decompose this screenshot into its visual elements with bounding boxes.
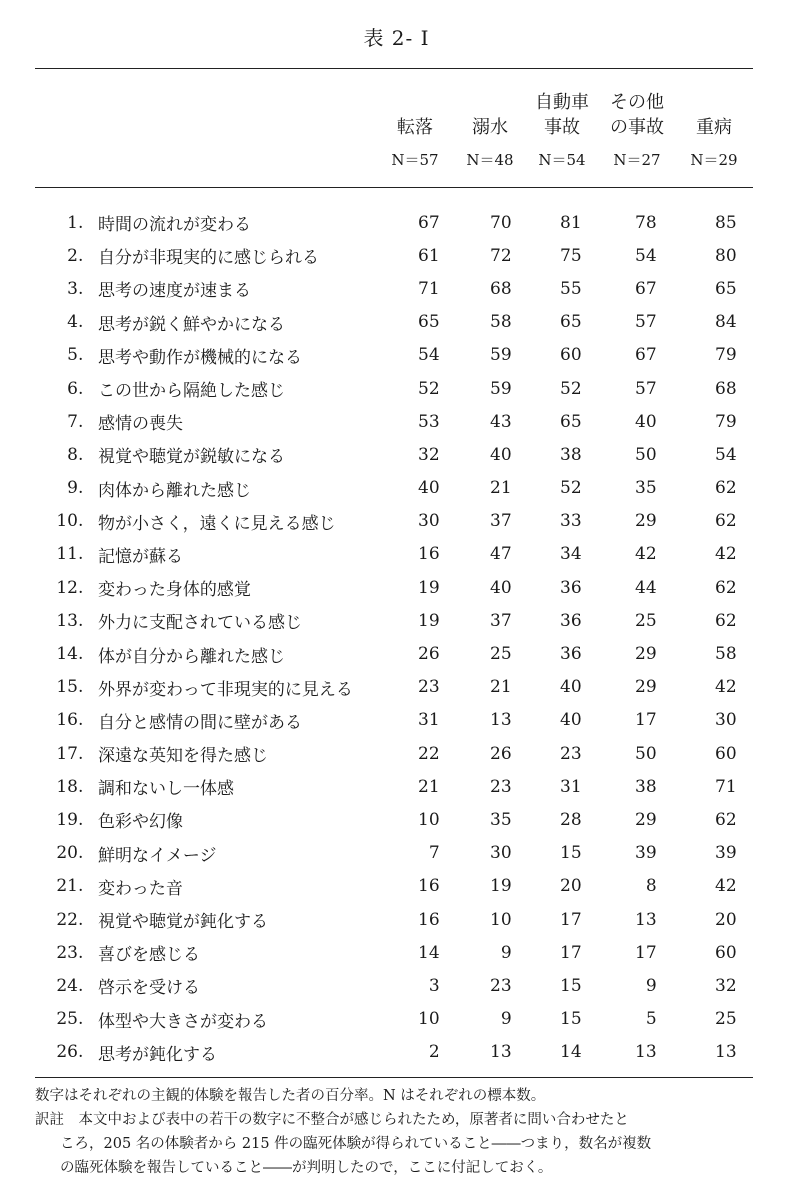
row-number-dot: . [78,312,84,333]
row-item-label: この世から隔絶した感じ [98,381,285,402]
row-value: 16 [418,909,440,930]
note-explanation: 数字はそれぞれの主観的体験を報告した者の百分率。N はそれぞれの標本数。 [35,1088,546,1104]
row-value: 23 [490,975,512,996]
column-sample-size: N＝29 [690,151,738,169]
table-row [48,405,737,438]
row-number-dot: . [78,345,84,366]
row-value: 85 [715,212,737,233]
row-value: 17 [560,909,582,930]
row-value: 54 [715,444,737,465]
row-value: 13 [635,1042,657,1063]
table-row [48,472,737,505]
row-value: 84 [715,312,737,333]
row-value: 19 [418,610,440,631]
row-value: 42 [715,876,737,897]
row-number: 8 [67,444,78,465]
row-value: 21 [490,478,512,499]
row-value: 40 [560,710,582,731]
table-row [48,837,737,870]
column-sample-size: N＝57 [391,151,439,169]
row-value: 57 [635,378,657,399]
row-item-label: 物が小さく，遠くに見える感じ [98,513,336,534]
row-number: 18 [56,776,78,797]
row-value: 80 [715,245,737,266]
row-value: 8 [645,876,657,897]
row-value: 30 [715,710,737,731]
notes [35,1084,755,1180]
row-value: 16 [418,876,440,897]
row-value: 72 [490,245,512,266]
row-item-label: 鮮明なイメージ [98,845,217,866]
row-value: 23 [560,743,582,764]
row-value: 71 [715,776,737,797]
row-value: 78 [635,212,657,233]
table-title: 表 2- I [363,26,430,50]
row-number: 15 [56,677,78,698]
row-number-dot: . [78,644,84,665]
row-value: 40 [418,478,440,499]
table-row [48,671,737,704]
table-row [48,571,737,604]
row-item-label: 視覚や聴覚が鈍化する [98,912,268,933]
row-item-label: 外界が変わって非現実的に見える [98,679,353,700]
row-number: 4 [67,312,78,333]
row-value: 23 [490,776,512,797]
row-value: 36 [560,610,582,631]
row-item-label: 啓示を受ける [98,978,200,999]
row-value: 52 [560,378,582,399]
row-value: 60 [715,743,737,764]
row-value: 43 [490,411,512,432]
translator-note-line: 訳註 本文中および表中の若干の数字に不整合が感じられたため，原著者に問い合わせたと [35,1112,629,1128]
row-value: 9 [500,942,512,963]
row-value: 62 [715,809,737,830]
row-value: 29 [635,809,657,830]
row-number: 21 [56,876,78,897]
row-value: 26 [418,644,440,665]
row-value: 62 [715,610,737,631]
row-value: 29 [635,511,657,532]
row-number-dot: . [78,876,84,897]
header-rule [35,187,753,188]
row-value: 37 [490,511,512,532]
row-number-dot: . [78,843,84,864]
table-row [48,339,737,372]
row-value: 3 [428,975,440,996]
table-row [48,538,737,571]
row-value: 21 [490,677,512,698]
row-value: 20 [715,909,737,930]
row-value: 10 [418,809,440,830]
row-number-dot: . [78,1009,84,1030]
row-value: 26 [490,743,512,764]
table-row [48,637,737,670]
row-value: 40 [635,411,657,432]
row-value: 54 [635,245,657,266]
table-row [48,704,737,737]
table-row [48,505,737,538]
row-value: 7 [428,843,440,864]
row-item-label: 喜びを感じる [98,945,200,966]
row-value: 53 [418,411,440,432]
row-item-label: 変わった音 [98,878,183,899]
row-number: 26 [56,1042,78,1063]
row-value: 9 [645,975,657,996]
row-number-dot: . [78,942,84,963]
column-label: 自動車 事故 [535,92,589,138]
row-number-dot: . [78,1042,84,1063]
row-value: 50 [635,743,657,764]
row-number-dot: . [78,478,84,499]
row-value: 31 [418,710,440,731]
row-value: 59 [490,378,512,399]
row-value: 36 [560,644,582,665]
row-value: 38 [635,776,657,797]
row-value: 13 [490,1042,512,1063]
row-value: 54 [418,345,440,366]
table-row [48,604,737,637]
row-value: 40 [560,677,582,698]
row-value: 71 [418,278,440,299]
row-value: 16 [418,544,440,565]
row-value: 17 [560,942,582,963]
row-value: 70 [490,212,512,233]
row-value: 29 [635,644,657,665]
row-number: 24 [56,975,78,996]
row-value: 22 [418,743,440,764]
row-value: 17 [635,710,657,731]
row-value: 32 [418,444,440,465]
table-row [48,306,737,339]
row-value: 23 [418,677,440,698]
row-value: 79 [715,345,737,366]
row-number: 1 [67,212,78,233]
row-number: 19 [56,809,78,830]
data-table [48,206,737,1069]
row-value: 39 [635,843,657,864]
row-value: 10 [490,909,512,930]
row-number: 5 [67,345,78,366]
row-item-label: 外力に支配されている感じ [98,613,302,634]
table-row [48,903,737,936]
row-value: 17 [635,942,657,963]
row-number-dot: . [78,743,84,764]
table-row [48,1003,737,1036]
row-value: 65 [560,411,582,432]
row-value: 60 [715,942,737,963]
row-item-label: 体型や大きさが変わる [98,1011,268,1032]
row-item-label: 調和ないし一体感 [98,779,234,800]
row-number-dot: . [78,544,84,565]
bottom-rule [35,1077,753,1078]
row-value: 65 [560,312,582,333]
row-number: 16 [56,710,78,731]
row-value: 57 [635,312,657,333]
row-number-dot: . [78,710,84,731]
table-row [48,438,737,471]
row-item-label: 思考や動作が機械的になる [98,347,302,368]
row-value: 19 [490,876,512,897]
row-value: 58 [490,312,512,333]
row-number: 6 [67,378,78,399]
row-value: 68 [490,278,512,299]
row-number: 2 [67,245,78,266]
row-item-label: 視覚や聴覚が鋭敏になる [98,447,285,468]
row-number-dot: . [78,776,84,797]
table-row [48,206,737,239]
row-value: 2 [428,1042,440,1063]
translator-note-line: の臨死体験を報告していること――が判明したので，ここに付記しておく。 [60,1160,553,1176]
column-sample-size: N＝54 [538,151,586,169]
row-number: 20 [56,843,78,864]
row-value: 62 [715,511,737,532]
row-value: 65 [418,312,440,333]
table-row [48,372,737,405]
row-value: 58 [715,644,737,665]
row-value: 13 [490,710,512,731]
table-row [48,1036,737,1069]
row-number-dot: . [78,511,84,532]
row-value: 37 [490,610,512,631]
row-value: 38 [560,444,582,465]
row-value: 29 [635,677,657,698]
row-value: 15 [560,843,582,864]
row-value: 28 [560,809,582,830]
row-value: 67 [635,345,657,366]
row-value: 5 [645,1009,657,1030]
row-value: 67 [635,278,657,299]
column-label: 重病 [696,117,732,138]
row-value: 35 [490,809,512,830]
row-value: 42 [715,544,737,565]
row-number-dot: . [78,444,84,465]
row-item-label: 体が自分から離れた感じ [98,646,285,667]
row-value: 61 [418,245,440,266]
row-value: 25 [490,644,512,665]
column-label: その他 の事故 [610,92,664,138]
row-item-label: 自分が非現実的に感じられる [98,248,319,269]
row-value: 14 [418,942,440,963]
row-value: 42 [635,544,657,565]
row-number: 12 [56,577,78,598]
top-rule [35,68,753,69]
column-header [669,90,759,173]
row-value: 47 [490,544,512,565]
row-value: 40 [490,577,512,598]
table-row [48,870,737,903]
row-item-label: 記憶が蘇る [98,546,183,567]
row-value: 36 [560,577,582,598]
row-value: 75 [560,245,582,266]
table-row [48,969,737,1002]
row-value: 19 [418,577,440,598]
table-row [48,272,737,305]
row-value: 60 [560,345,582,366]
row-value: 13 [635,909,657,930]
row-value: 42 [715,677,737,698]
row-value: 32 [715,975,737,996]
row-value: 81 [560,212,582,233]
row-value: 13 [715,1042,737,1063]
table-row [48,239,737,272]
row-value: 50 [635,444,657,465]
row-value: 30 [418,511,440,532]
row-value: 55 [560,278,582,299]
column-label: 溺水 [472,117,508,138]
row-number-dot: . [78,677,84,698]
row-number-dot: . [78,809,84,830]
row-value: 30 [490,843,512,864]
row-number-dot: . [78,577,84,598]
row-item-label: 感情の喪失 [98,414,183,435]
row-number: 25 [56,1009,78,1030]
row-number-dot: . [78,245,84,266]
row-number-dot: . [78,411,84,432]
row-item-label: 思考が鈍化する [98,1044,217,1065]
row-value: 21 [418,776,440,797]
row-item-label: 自分と感情の間に壁がある [98,712,302,733]
row-value: 15 [560,1009,582,1030]
row-value: 52 [418,378,440,399]
row-value: 15 [560,975,582,996]
row-number-dot: . [78,378,84,399]
row-value: 59 [490,345,512,366]
table-row [48,737,737,770]
row-value: 68 [715,378,737,399]
row-value: 62 [715,577,737,598]
row-item-label: 思考の速度が速まる [98,281,251,302]
row-value: 52 [560,478,582,499]
column-label: 転落 [397,117,433,138]
row-number: 14 [56,644,78,665]
row-value: 10 [418,1009,440,1030]
row-number: 3 [67,278,78,299]
row-value: 62 [715,478,737,499]
row-number: 11 [56,544,78,565]
row-number: 23 [56,942,78,963]
row-value: 25 [715,1009,737,1030]
row-number: 7 [67,411,78,432]
row-item-label: 色彩や幻像 [98,812,183,833]
row-number: 13 [56,610,78,631]
table-row [48,803,737,836]
row-number: 17 [56,743,78,764]
row-number: 9 [67,478,78,499]
row-value: 25 [635,610,657,631]
row-number-dot: . [78,610,84,631]
row-item-label: 肉体から離れた感じ [98,480,251,501]
row-number-dot: . [78,909,84,930]
table-row [48,770,737,803]
row-number-dot: . [78,278,84,299]
row-number: 10 [56,511,78,532]
row-value: 65 [715,278,737,299]
row-value: 33 [560,511,582,532]
row-value: 35 [635,478,657,499]
row-item-label: 思考が鋭く鮮やかになる [98,314,285,335]
row-value: 14 [560,1042,582,1063]
row-value: 34 [560,544,582,565]
row-value: 79 [715,411,737,432]
column-sample-size: N＝48 [466,151,514,169]
translator-note-line: ころ，205 名の体験者から 215 件の臨死体験が得られていること――つまり，数名が複数 [60,1136,652,1152]
row-item-label: 深遠な英知を得た感じ [98,746,268,767]
row-value: 39 [715,843,737,864]
row-value: 40 [490,444,512,465]
row-number-dot: . [78,212,84,233]
row-value: 44 [635,577,657,598]
column-sample-size: N＝27 [613,151,661,169]
row-value: 20 [560,876,582,897]
row-value: 9 [500,1009,512,1030]
row-value: 67 [418,212,440,233]
row-number-dot: . [78,975,84,996]
row-item-label: 時間の流れが変わる [98,215,251,236]
row-number: 22 [56,909,78,930]
row-item-label: 変わった身体的感覚 [98,580,251,601]
row-value: 31 [560,776,582,797]
table-row [48,936,737,969]
